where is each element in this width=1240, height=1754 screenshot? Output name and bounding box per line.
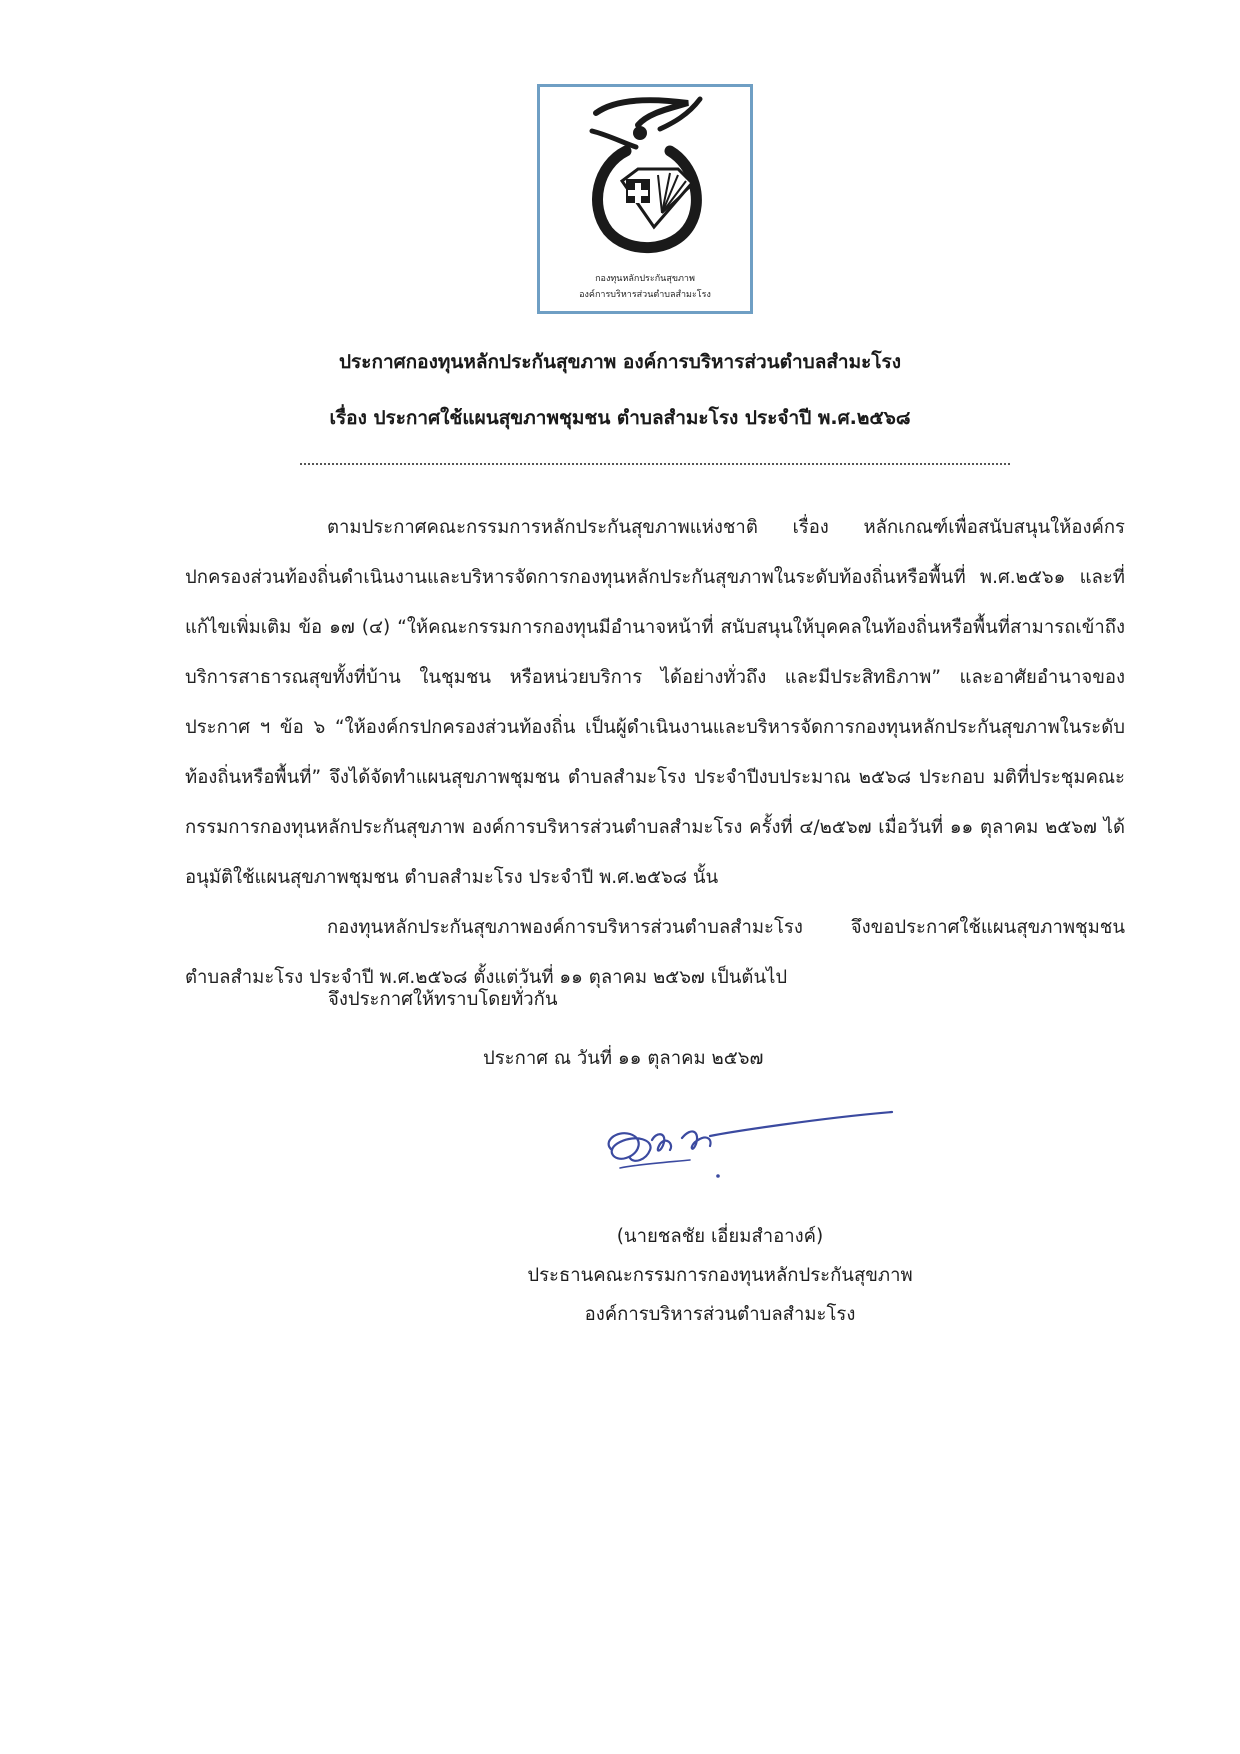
logo-caption-line2: องค์การบริหารส่วนตำบลสำมะโรง bbox=[579, 290, 711, 300]
signer-organization: องค์การบริหารส่วนตำบลสำมะโรง bbox=[584, 1304, 856, 1325]
announcement-subject: เรื่อง ประกาศใช้แผนสุขภาพชุมชน ตำบลสำมะโรง ประจำปี พ.ศ.๒๕๖๘ bbox=[329, 407, 911, 429]
signer-position: ประธานคณะกรรมการกองทุนหลักประกันสุขภาพ bbox=[527, 1265, 913, 1286]
announcement-title: ประกาศกองทุนหลักประกันสุขภาพ องค์การบริหารส่วนตำบลสำมะโรง bbox=[338, 351, 902, 373]
handwritten-signature bbox=[600, 1110, 900, 1220]
announcement-date: ประกาศ ณ วันที่ ๑๑ ตุลาคม ๒๕๖๗ bbox=[483, 1048, 764, 1069]
signer-name: (นายชลชัย เอี่ยมสำอางค์) bbox=[616, 1226, 824, 1247]
announcement-body bbox=[185, 503, 1125, 1003]
fund-logo bbox=[537, 84, 753, 314]
body-paragraph-2: กองทุนหลักประกันสุขภาพองค์การบริหารส่วนตำบลสำมะโรง จึงขอประกาศใช้แผนสุขภาพชุมชน ตำบลสำมะโรง ประจำปี พ.ศ.๒๕๖๘ ตั้งแต่วันที่ ๑๑ ตุลาคม ๒๕๖๗ เป็นต้นไป bbox=[185, 917, 1125, 988]
fund-emblem-icon bbox=[578, 95, 718, 257]
closing-statement: จึงประกาศให้ทราบโดยทั่วกัน bbox=[328, 989, 558, 1010]
logo-caption-line1: กองทุนหลักประกันสุขภาพ bbox=[595, 274, 695, 284]
dotted-divider bbox=[300, 463, 1010, 465]
body-paragraph-1: ตามประกาศคณะกรรมการหลักประกันสุขภาพแห่งชาติ เรื่อง หลักเกณฑ์เพื่อสนับสนุนให้องค์กรปกครองส่วนท้องถิ่นดำเนินงานและบริหารจัดการกองทุนหลักประกันสุขภาพในระดับท้องถิ่นหรือพื้นที่ พ.ศ.๒๕๖๑ และที่แก้ไขเพิ่มเติม ข้อ ๑๗ (๔) “ให้คณะกรรมการกองทุนมีอำนาจหน้าที่ สนับสนุนให้บุคคลในท้องถิ่นหรือพื้นที่สามารถเข้าถึงบริการสาธารณสุขทั้งที่บ้าน ในชุมชน หรือหน่วยบริการ ได้อย่างทั่วถึง และมีประสิทธิภาพ” และอาศัยอำนาจของประกาศ ฯ ข้อ ๖ “ให้องค์กรปกครองส่วนท้องถิ่น เป็นผู้ดำเนินงานและบริหารจัดการกองทุนหลักประกันสุขภาพในระดับท้องถิ่นหรือพื้นที่” จึงได้จัดทำแผนสุขภาพชุมชน ตำบลสำมะโรง ประจำปีงบประมาณ ๒๕๖๘ ประกอบ มติที่ประชุมคณะกรรมการกองทุนหลักประกันสุขภาพ องค์การบริหารส่วนตำบลสำมะโรง ครั้งที่ ๔/๒๕๖๗ เมื่อวันที่ ๑๑ ตุลาคม ๒๕๖๗ ได้อนุมัติใช้แผนสุขภาพชุมชน ตำบลสำมะโรง ประจำปี พ.ศ.๒๕๖๘ นั้น bbox=[185, 517, 1125, 888]
